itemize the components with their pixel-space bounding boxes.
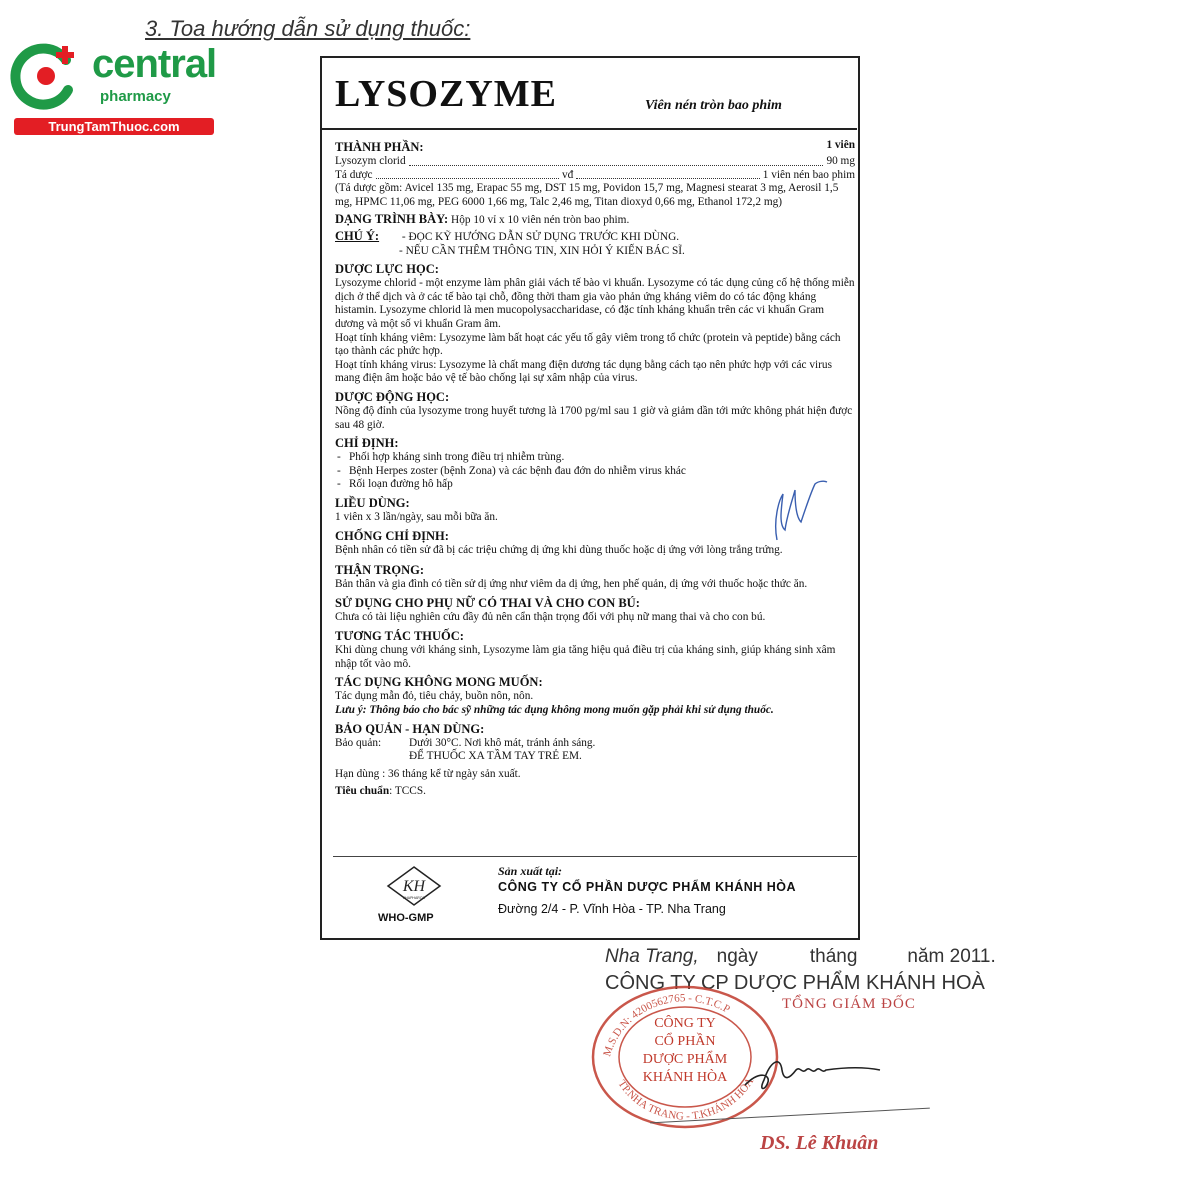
page-heading: 3. Toa hướng dẫn sử dụng thuốc: [145,16,471,41]
leaflet-content [335,139,855,799]
stamp-center: DƯỢC PHẨM [642,1052,728,1067]
indications-heading: CHỈ ĐỊNH: [335,436,399,451]
initials-signature [765,470,845,550]
pharmacokinetics-heading: DƯỢC ĐỘNG HỌC: [335,389,450,404]
who-gmp: WHO-GMP [378,912,434,924]
dosage-heading: LIỀU DÙNG: [335,495,410,510]
paragraph: Tác dụng mẫn đỏ, tiêu chảy, buồn nôn, nôn. [335,690,534,703]
central-pharmacy-logo [10,36,215,136]
paragraph: Khi dùng chung với kháng sinh, Lysozyme làm gia tăng hiệu quả điều trị của kháng sinh, giúp kháng sinh xâm nhập tốt vào mô. [335,644,836,670]
manufacturer-label: Sản xuất tại: [498,864,563,878]
paragraph: Bệnh nhân có tiền sử đã bị các triệu chứng dị ứng khi dùng thuốc hoặc dị ứng với lòng trắng trứng. [335,544,783,557]
item-value: 1 viên nén bao phim [762,168,856,181]
storage-line: ĐỂ THUỐC XA TẦM TAY TRẺ EM. [409,750,582,763]
logo-site: TrungTamThuoc.com [14,118,214,135]
footer-divider [333,856,857,857]
stamp-center: KHÁNH HÒA [642,1070,728,1085]
side-effects-note: Lưu ý: Thông báo cho bác sỹ những tác dụng không mong muốn gặp phải khi sử dụng thuốc. [335,704,774,717]
item-name: Lysozym clorid [335,155,406,167]
standard-label: Tiêu chuẩn [335,785,390,798]
logo-text: KH [402,878,426,895]
precautions-heading: THẬN TRỌNG: [335,563,425,578]
excipients: (Tá dược gồm: Avicel 135 mg, Erapac 55 mg, DST 15 mg, Povidon 15,7 mg, Magnesi stearat 3 mg, Aerosil 1,5 mg, HPMC 11,06 mg, PEG 6000 1,66 mg, Talc 2,46 mg, Titan dioxyd 0,66 mg, Ethanol 172,2 mg) [335,182,839,208]
manufacturer-address: Đường 2/4 - P. Vĩnh Hòa - TP. Nha Trang [498,902,726,916]
khapharco-logo-icon [386,866,442,906]
composition-item [335,155,855,169]
day: ngày [716,946,758,967]
stamp-center: CỔ PHẦN [654,1034,716,1049]
logo-sub: pharmacy [100,88,171,105]
signer-title: TỔNG GIÁM ĐỐC [782,996,916,1012]
caution-line: - ĐỌC KỸ HƯỚNG DẪN SỬ DỤNG TRƯỚC KHI DÙNG. [401,230,680,243]
list-item: - Phối hợp kháng sinh trong điều trị nhiễm trùng. [337,451,565,464]
year: năm 2011. [907,946,996,967]
storage-label: Bảo quản: [335,736,382,749]
side-effects-heading: TÁC DỤNG KHÔNG MONG MUỐN: [335,675,543,690]
composition-per: 1 viên [826,139,855,151]
stamp-center: CÔNG TY [654,1016,716,1031]
paragraph: Lysozyme chlorid - một enzyme làm phân giải vách tế bào vi khuẩn. Lysozyme có tác dụng củng cố hệ thống miễn dịch ở thể dịch và ở các tế bào tại chỗ, đồng thời tham gia vào phản ứng kháng viêm do có tác động kháng histamin. Lysozyme chlorid là men mucopolysaccharidase, có đặc tính kháng khuẩn trên các vi khuẩn Gram dương và một số vi khuẩn Gram âm. [335,277,855,330]
storage-line: Dưới 30°C. Nơi khô mát, tránh ánh sáng. [409,736,596,749]
leaflet-title: LYSOZYME [335,73,557,115]
place: Nha Trang, [605,946,699,967]
caution-heading: CHÚ Ý: [335,228,380,243]
signer-name: DS. Lê Khuân [760,1132,879,1154]
standard-row [335,785,855,799]
storage-row [335,737,855,751]
pharmacy-c-icon [10,40,82,112]
header-divider [321,128,857,130]
paragraph: Hoạt tính kháng virus: Lysozyme là chất mang điện dương tác dụng bằng cách tạo nên phức hợp với các virus mang điện âm hoặc bảo vệ tế bào chống lại sự xâm nhập của virus. [335,358,832,385]
logo-brand: central [92,42,217,86]
list-item: - Bệnh Herpes zoster (bệnh Zona) và các bệnh đau đớn do nhiễm virus khác [337,464,686,477]
pharmacodynamics-heading: DƯỢC LỰC HỌC: [335,262,439,277]
stamp-ring-bottom: TP.NHA TRANG - T.KHÁNH HÒA [615,1075,757,1123]
paragraph: Bản thân và gia đình có tiền sử dị ứng như viêm da dị ứng, hen phế quản, dị ứng với thuốc hoặc thức ăn. [335,578,808,591]
caution-line: - NẾU CẦN THÊM THÔNG TIN, XIN HỎI Ý KIẾN BÁC SĨ. [399,244,685,257]
paragraph: Hoạt tính kháng viêm: Lysozyme làm bất hoạt các yếu tố gây viêm trong tổ chức (protein và peptide) bằng cách tạo thành các phức hợp. [335,331,841,358]
stamp-ring-top: M.S.D.N: 4200562765 - C.T.C.P [601,992,732,1058]
item-mid: vđ [561,168,574,181]
leaflet-form: Viên nén tròn bao phim [645,98,782,113]
signing-company: CÔNG TY CP DƯỢC PHẨM KHÁNH HOÀ [605,972,985,994]
composition-heading: THÀNH PHẦN: [335,140,424,154]
pregnancy-heading: SỬ DỤNG CHO PHỤ NỮ CÓ THAI VÀ CHO CON BÚ: [335,595,640,610]
logo-small: KHAPHARCO [402,896,426,900]
item-name: Tá dược [335,168,373,181]
month: tháng [809,946,858,967]
paragraph: Chưa có tài liệu nghiên cứu đầy đủ nên cẩn thận trọng đối với phụ nữ mang thai và cho con bú. [335,610,766,623]
paragraph: 1 viên x 3 lần/ngày, sau mỗi bữa ăn. [335,510,498,523]
shelf-life: Hạn dùng : 36 tháng kể từ ngày sản xuất. [335,767,521,780]
storage-heading: BẢO QUẢN - HẠN DÙNG: [335,721,485,736]
caution-section [335,228,855,245]
paragraph: Nồng độ đỉnh của lysozyme trong huyết tương là 1700 pg/ml sau 1 giờ và giảm dần tới mức không phát hiện được sau 48 giờ. [335,404,853,431]
standard-value: : TCCS. [389,785,426,798]
presentation-heading: DẠNG TRÌNH BÀY: [335,212,449,227]
contraindications-heading: CHỐNG CHỈ ĐỊNH: [335,529,449,544]
composition-header [335,139,855,155]
manufacturer-name: CÔNG TY CỔ PHẦN DƯỢC PHẨM KHÁNH HÒA [498,880,797,894]
list-item: - Rối loạn đường hô hấp [337,478,453,491]
interactions-heading: TƯƠNG TÁC THUỐC: [335,629,464,644]
presentation-section [335,211,855,228]
item-value: 90 mg [826,155,855,167]
composition-item [335,169,855,183]
presentation-text: Hộp 10 vỉ x 10 viên nén tròn bao phim. [451,214,630,227]
handwritten-signature [740,1040,890,1100]
